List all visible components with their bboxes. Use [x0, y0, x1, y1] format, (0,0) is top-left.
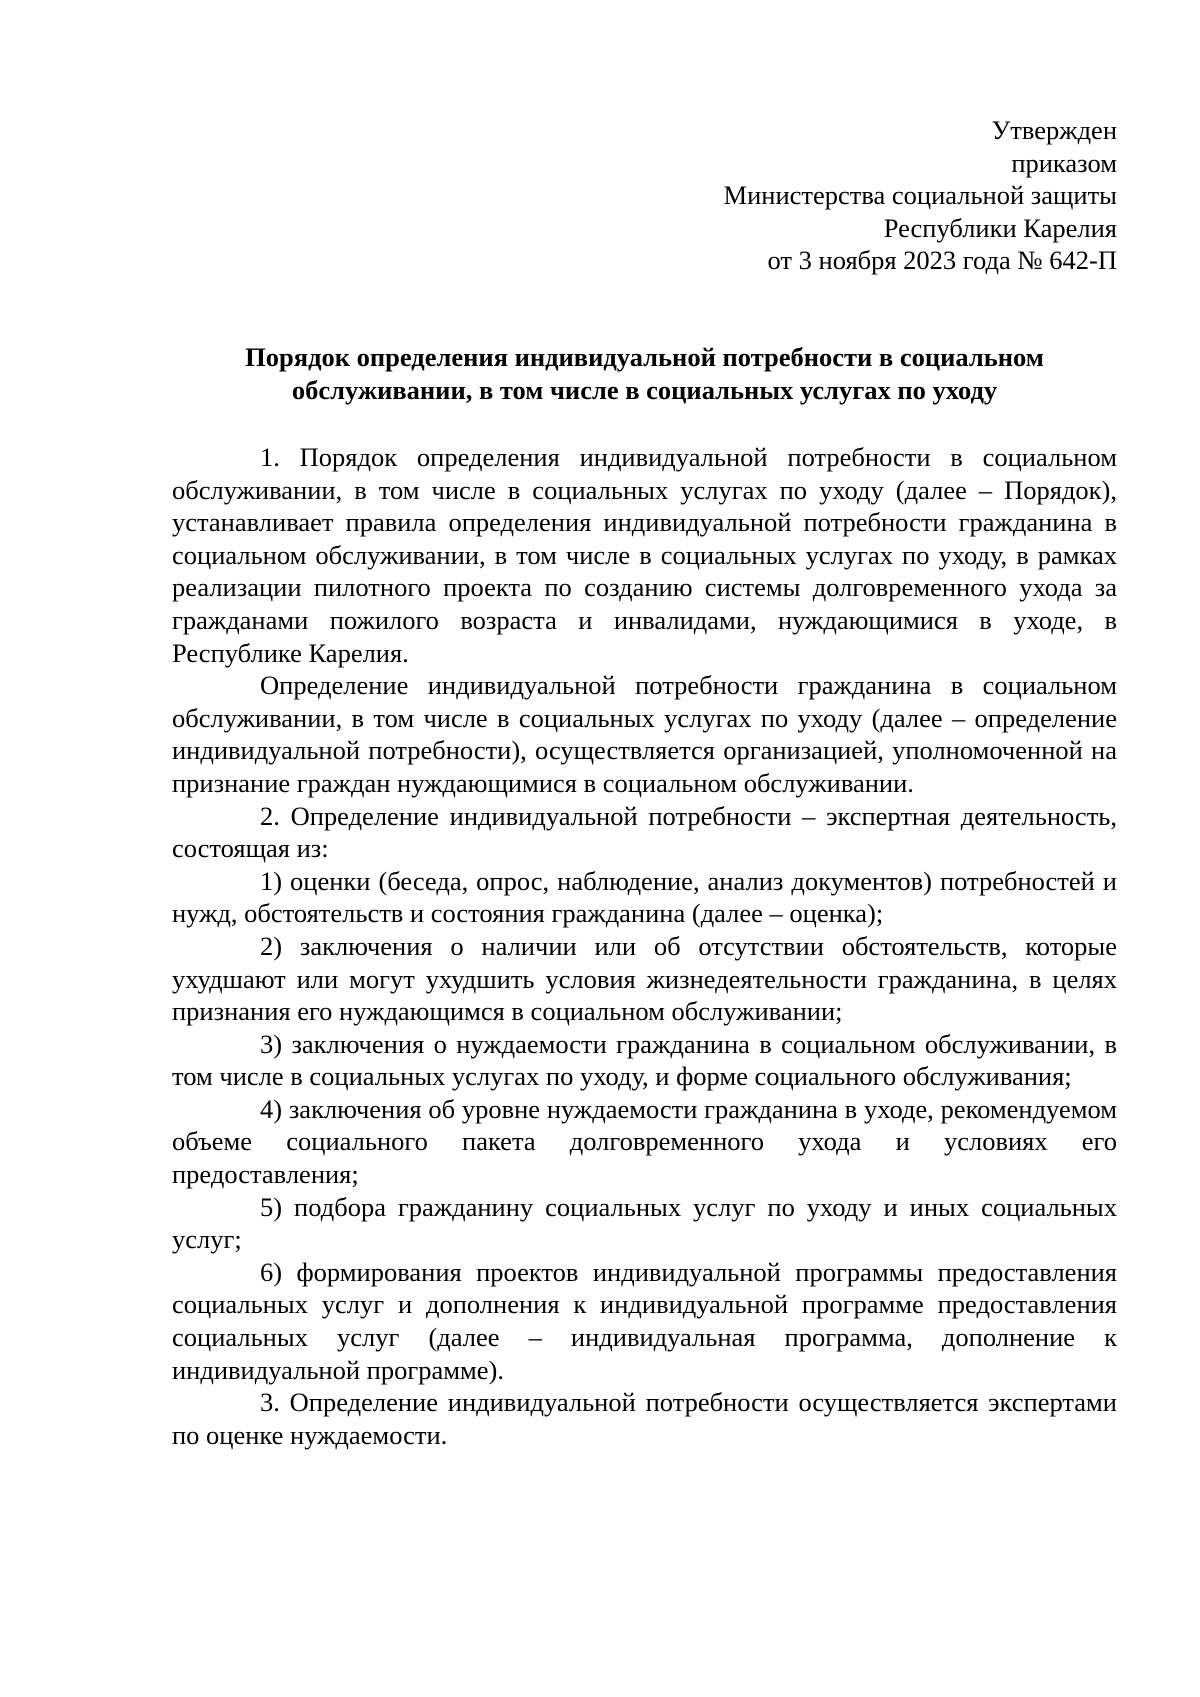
approval-line: Утвержден: [991, 115, 1117, 145]
list-item-1: 1) оценки (беседа, опрос, наблюдение, анализ документов) потребностей и нужд, обстоятельств и состояния гражданина (далее – оценка);: [172, 865, 1117, 929]
approval-line: приказом: [1011, 147, 1117, 178]
approval-stamp-block: [724, 114, 1117, 277]
approval-line: Министерства социальной защиты: [723, 180, 1117, 210]
document-body: [172, 441, 1117, 1451]
document-page: [172, 0, 1117, 1697]
list-item-3: 3) заключения о нуждаемости гражданина в социальном обслуживании, в том числе в социальных услугах по уходу, и форме социального обслуживания;: [172, 1028, 1117, 1092]
paragraph-4: 3. Определение индивидуальной потребности осуществляется экспертами по оценке нуждаемости.: [172, 1387, 1117, 1450]
document-title: [172, 341, 1117, 406]
list-item-2: 2) заключения о наличии или об отсутствии обстоятельств, которые ухудшают или могут ухудшить условия жизнедеятельности гражданина, в целях признания его нуждающимся в социальном обслуживании;: [172, 930, 1117, 1027]
list-item-6: 6) формирования проектов индивидуальной программы предоставления социальных услуг и дополнения к индивидуальной программе предоставления социальных услуг (далее – индивидуальная программа, дополнение к индивидуальной программе).: [172, 1256, 1117, 1385]
title-line: обслуживании, в том числе в социальных услугах по уходу: [291, 374, 998, 405]
approval-line: от 3 ноября 2023 года № 642-П: [767, 245, 1117, 275]
approval-line: Республики Карелия: [883, 212, 1117, 243]
list-item-5: 5) подбора гражданину социальных услуг по уходу и иных социальных услуг;: [172, 1191, 1117, 1255]
paragraph-3: 2. Определение индивидуальной потребности – экспертная деятельность, состоящая из:: [172, 800, 1117, 864]
paragraph-1: 1. Порядок определения индивидуальной потребности в социальном обслуживании, в том числе в социальных услугах по уходу (далее – Порядок), устанавливает правила определения индивидуальной потребности гражданина в социальном обслуживании, в том числе в социальных услугах по уходу, в рамках реализации пилотного проекта по созданию системы долговременного ухода за гражданами пожилого возраста и инвалидами, нуждающимися в уходе, в Республике Карелия.: [172, 442, 1117, 668]
title-line: Порядок определения индивидуальной потребности в социальном: [245, 342, 1044, 372]
paragraph-2: Определение индивидуальной потребности гражданина в социальном обслуживании, в том числе в социальных услугах по уходу (далее – определение индивидуальной потребности), осуществляется организацией, уполномоченной на признание граждан нуждающимися в социальном обслуживании.: [172, 670, 1117, 798]
list-item-4: 4) заключения об уровне нуждаемости гражданина в уходе, рекомендуемом объеме социального пакета долговременного ухода и условиях его предоставления;: [172, 1093, 1117, 1190]
